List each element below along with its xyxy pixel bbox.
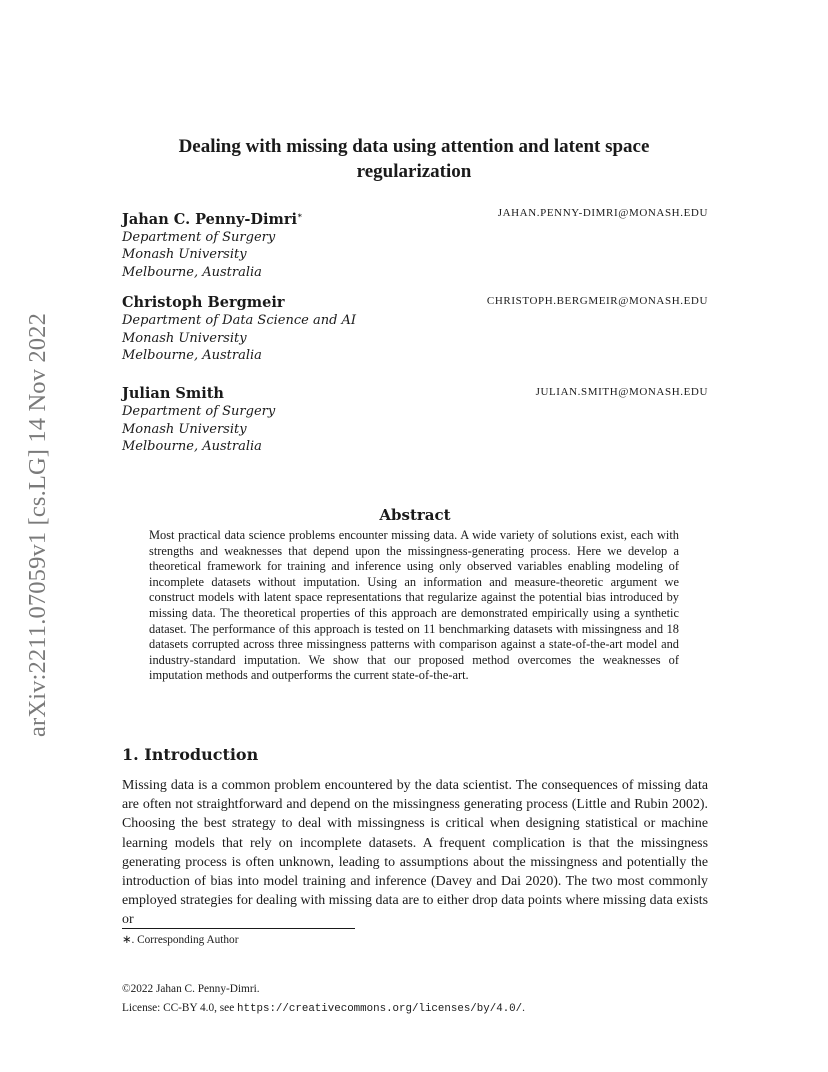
author-affiliation-university: Monash University [122, 247, 247, 263]
license-prefix: License: CC-BY 4.0, see [122, 1002, 238, 1014]
author-block-2 [122, 294, 708, 365]
arxiv-identifier-stamp: arXiv:2211.07059v1 [cs.LG] 14 Nov 2022 [24, 313, 51, 737]
paper-title-line-1: Dealing with missing data using attention and latent space [178, 136, 650, 157]
author-affiliation-location: Melbourne, Australia [122, 264, 262, 280]
author-email[interactable]: JULIAN.SMITH@MONASH.EDU [535, 386, 708, 398]
copyright-notice: ©2022 Jahan C. Penny-Dimri. [122, 983, 260, 995]
author-block-3 [122, 385, 708, 456]
author-affiliation-department: Department of Surgery [122, 404, 276, 419]
author-email[interactable]: JAHAN.PENNY-DIMRI@MONASH.EDU [497, 207, 708, 219]
author-affiliation-university: Monash University [122, 330, 247, 346]
license-suffix: . [522, 1002, 525, 1014]
abstract-heading: Abstract [379, 506, 451, 524]
paper-title-line-2: regularization [356, 161, 472, 182]
section-heading-introduction: 1. Introduction [122, 745, 259, 764]
license-notice [122, 1002, 525, 1015]
author-name: Jahan C. Penny-Dimri [122, 210, 298, 228]
author-affiliation-department: Department of Surgery [122, 229, 276, 245]
abstract-body: Most practical data science problems encounter missing data. A wide variety of solutions exist, each with strengths and weaknesses that depend upon the missingness-generating process. Here we develop a theoretical framework for training and inference using only observed variables enabling modeling of incomplete datasets without imputation. Using an information and measure-theoretic argument we construct models with latent space representations that regularize against the potential bias introduced by missing data. The theoretical properties of this approach are demonstrated empirically using a synthetic dataset. The performance of this approach is tested on 11 benchmarking datasets with missingness and 18 datasets corrupted across three missingness patterns with comparison against a state-of-the-art model and industry-standard imputation. We show that our proposed method overcomes the weaknesses of imputation methods and outperforms the current state-of-the-art. [149, 528, 679, 683]
introduction-paragraph: Missing data is a common problem encountered by the data scientist. The consequences of missing data are often not straightforward and depend on the missingness generating process (Little and Rubin 2002). Choosing the best strategy to deal with missingness is critical when designing statistical or machine learning models that rely on incomplete datasets. A frequent complication is that the missingness generating process is often unknown, leading to assumptions about the missingness and potentially the introduction of bias into model training and inference (Davey and Dai 2020). The two most commonly employed strategies for dealing with missing data are to either drop data points where missing data exists or [122, 778, 708, 928]
author-name: Julian Smith [122, 385, 224, 402]
author-affiliation-department: Department of Data Science and AI [122, 313, 357, 328]
paper-title [120, 134, 708, 184]
author-affiliation-location: Melbourne, Australia [122, 348, 262, 363]
author-name: Christoph Bergmeir [122, 294, 285, 311]
footnote-divider [122, 928, 355, 929]
author-affiliation-location: Melbourne, Australia [122, 439, 262, 454]
author-email[interactable]: CHRISTOPH.BERGMEIR@MONASH.EDU [486, 295, 708, 307]
footnote-corresponding-author: ∗. Corresponding Author [122, 934, 239, 946]
author-footnote-marker: ∗ [297, 210, 303, 220]
author-block-1 [122, 206, 708, 281]
author-affiliation-university: Monash University [122, 421, 247, 437]
license-link[interactable]: https://creativecommons.org/licenses/by/4.0/ [237, 1003, 523, 1015]
